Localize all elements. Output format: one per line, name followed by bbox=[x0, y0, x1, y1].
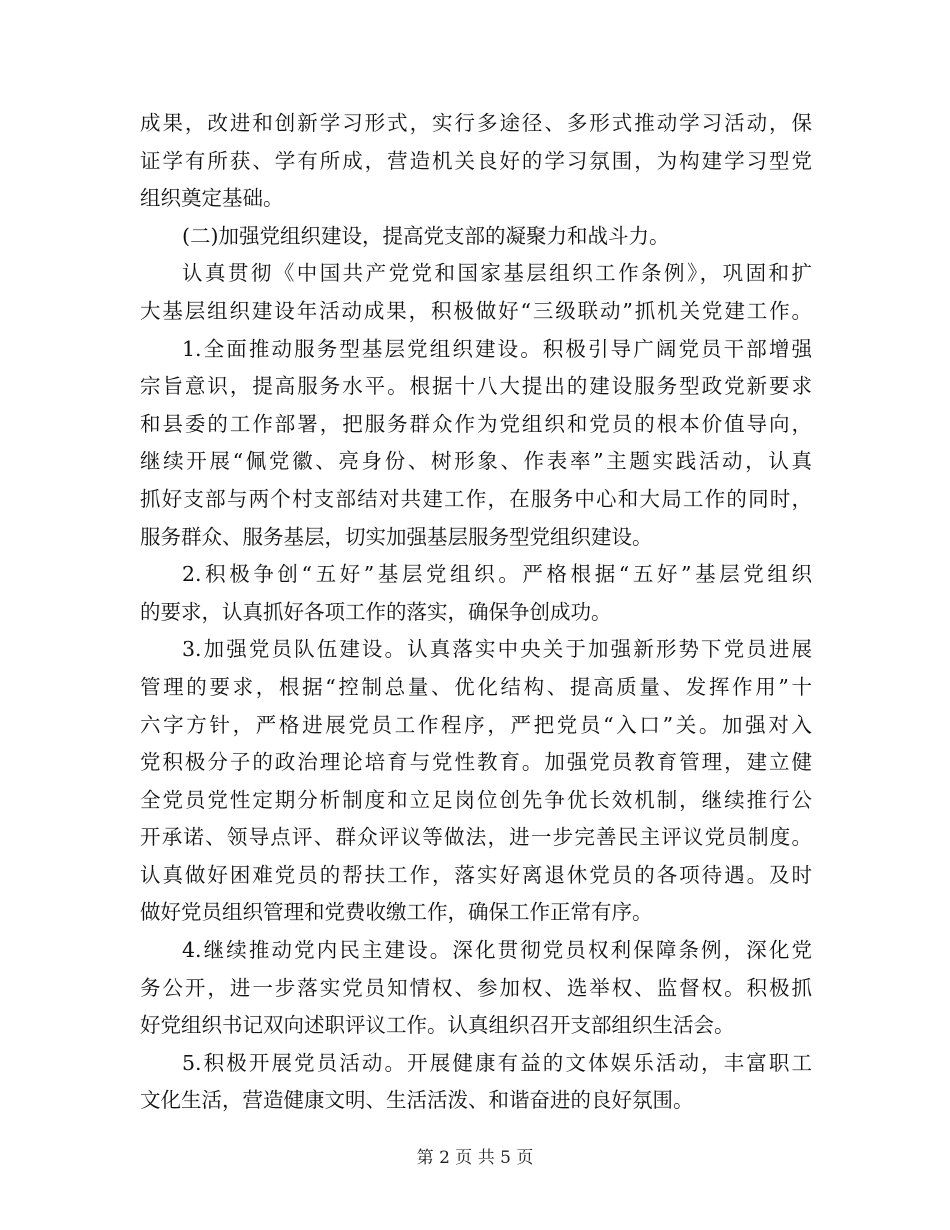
text-line: 党积极分子的政治理论培育与党性教育。加强党员教育管理，建立健 bbox=[140, 750, 812, 775]
text-line: 服务群众、服务基层，切实加强基层服务型党组织建设。 bbox=[140, 524, 653, 549]
text-line: 组织奠定基础。 bbox=[140, 186, 284, 211]
text-line: 的要求，认真抓好各项工作的落实，确保争创成功。 bbox=[140, 599, 612, 624]
text-line: 2.积极争创“五好”基层党组织。严格根据“五好”基层党组织 bbox=[182, 562, 812, 587]
text-line: 务公开，进一步落实党员知情权、参加权、选举权、监督权。积极抓 bbox=[140, 975, 812, 1000]
text-line: 全党员党性定期分析制度和立足岗位创先争优长效机制，继续推行公 bbox=[140, 787, 812, 812]
text-line: 大基层组织建设年活动成果，积极做好“三级联动”抓机关党建工作。 bbox=[140, 298, 812, 323]
page-number-footer: 第 2 页 共 5 页 bbox=[416, 1148, 534, 1168]
text-line: 开承诺、领导点评、群众评议等做法，进一步完善民主评议党员制度。 bbox=[140, 825, 812, 850]
text-line: 5.积极开展党员活动。开展健康有益的文体娱乐活动，丰富职工 bbox=[182, 1050, 812, 1075]
text-line: 做好党员组织管理和党费收缴工作，确保工作正常有序。 bbox=[140, 900, 653, 925]
text-line: 宗旨意识，提高服务水平。根据十八大提出的建设服务型政党新要求 bbox=[140, 374, 812, 399]
text-line: 证学有所获、学有所成，营造机关良好的学习氛围，为构建学习型党 bbox=[140, 148, 812, 173]
text-line: 和县委的工作部署，把服务群众作为党组织和党员的根本价值导向， bbox=[140, 411, 812, 436]
text-line: 文化生活，营造健康文明、生活活泼、和谐奋进的良好氛围。 bbox=[140, 1088, 694, 1113]
text-line: 1.全面推动服务型基层党组织建设。积极引导广阔党员干部增强 bbox=[182, 336, 812, 361]
text-line: 3.加强党员队伍建设。认真落实中央关于加强新形势下党员进展 bbox=[182, 637, 812, 662]
text-line: (二)加强党组织建设，提高党支部的凝聚力和战斗力。 bbox=[182, 223, 670, 248]
document-body bbox=[140, 105, 812, 1120]
text-line: 认真做好困难党员的帮扶工作，落实好离退休党员的各项待遇。及时 bbox=[140, 862, 812, 887]
text-line: 4.继续推动党内民主建设。深化贯彻党员权利保障条例，深化党 bbox=[182, 938, 812, 963]
text-line: 继续开展“佩党徽、亮身份、树形象、作表率”主题实践活动，认真 bbox=[140, 449, 812, 474]
text-line: 成果，改进和创新学习形式，实行多途径、多形式推动学习活动，保 bbox=[140, 111, 812, 135]
text-line: 好党组织书记双向述职评议工作。认真组织召开支部组织生活会。 bbox=[140, 1013, 735, 1038]
text-line: 管理的要求，根据“控制总量、优化结构、提高质量、发挥作用”十 bbox=[140, 674, 812, 699]
text-line: 认真贯彻《中国共产党党和国家基层组织工作条例》，巩固和扩 bbox=[182, 261, 812, 286]
text-line: 六字方针，严格进展党员工作程序，严把党员“入口”关。加强对入 bbox=[140, 712, 812, 737]
text-line: 抓好支部与两个村支部结对共建工作，在服务中心和大局工作的同时， bbox=[140, 486, 812, 511]
